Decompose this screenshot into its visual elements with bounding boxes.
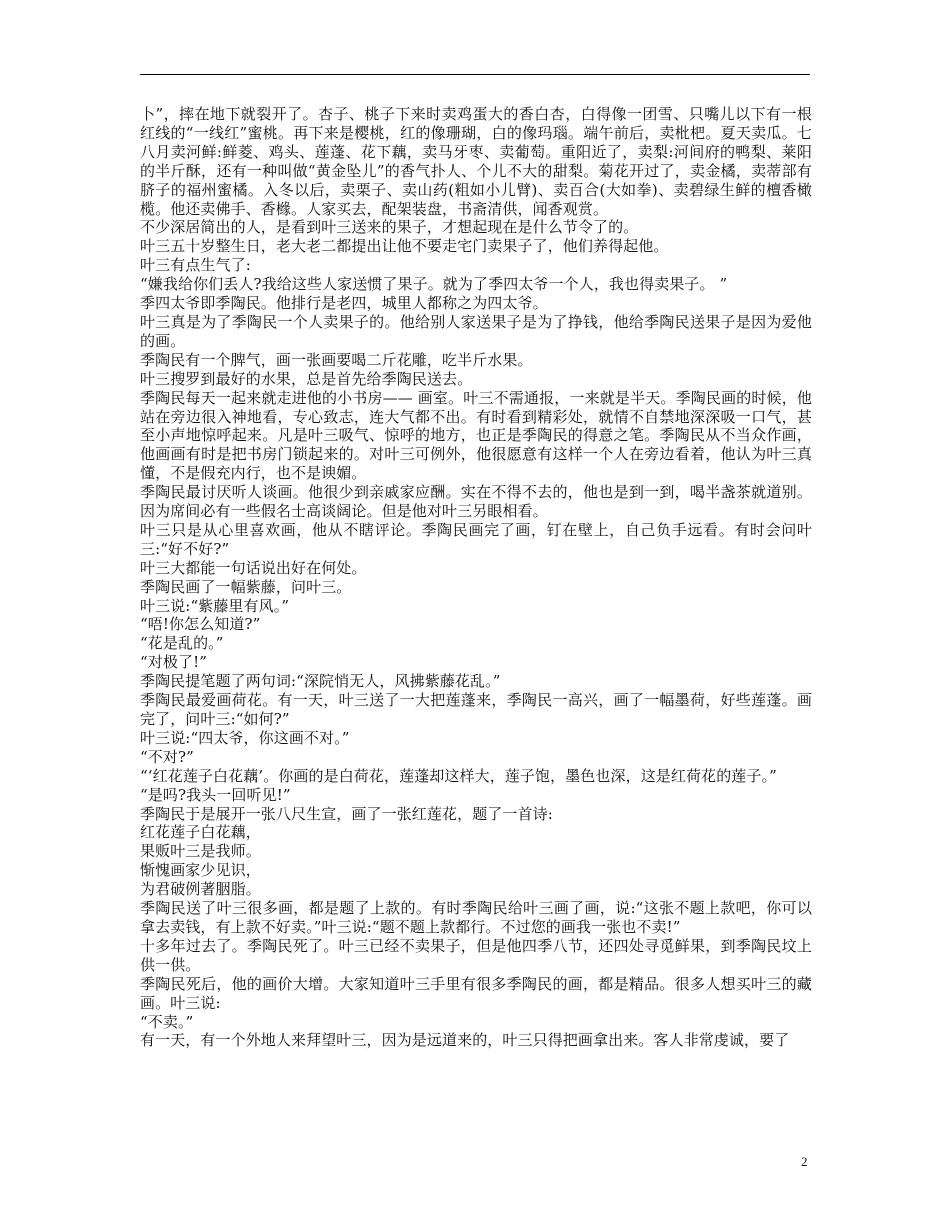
paragraph: 红花莲子白花藕， xyxy=(140,823,261,842)
paragraph: “花是乱的。” xyxy=(140,634,224,653)
paragraph: 叶三只是从心里喜欢画，他从不瞎评论。季陶民画完了画，钉在壁上，自己负手远看。有时会问叶三:“好不好?” xyxy=(140,520,812,558)
paragraph: 季陶民画了一幅紫藤，问叶三。 xyxy=(140,577,352,596)
paragraph: 季陶民最爱画荷花。有一天，叶三送了一大把莲蓬来，季陶民一高兴，画了一幅墨荷，好些莲蓬。画完了，问叶三:“如何?” xyxy=(140,691,812,728)
paragraph: “嫌我给你们丢人?我给这些人家送惯了果子。就为了季四太爷一个人，我也得卖果子。 ” xyxy=(140,275,728,294)
paragraph: 十多年过去了。季陶民死了。叶三已经不卖果子，但是他四季八节，还四处寻觅鲜果，到季陶民坟上供一供。 xyxy=(140,936,812,974)
paragraph: 叶三搜罗到最好的水果，总是首先给季陶民送去。 xyxy=(140,369,473,388)
paragraph: 季四太爷即季陶民。他排行是老四，城里人都称之为四太爷。 xyxy=(140,294,548,313)
paragraph: 有一天，有一个外地人来拜望叶三，因为是远道来的，叶三只得把画拿出来。客人非常虔诚，要了 xyxy=(140,1031,790,1050)
paragraph: 季陶民最讨厌听人谈画。他很少到亲戚家应酬。实在不得不去的，他也是到一到，喝半盏茶就道别。因为席间必有一些假名士高谈阔论。但是他对叶三另眼相看。 xyxy=(140,483,812,521)
header-rule xyxy=(140,74,810,75)
paragraph: 不少深居简出的人，是看到叶三送来的果子，才想起现在是什么节令了的。 xyxy=(140,218,639,237)
paragraph: “‘红花莲子白花藕’。你画的是白荷花，莲蓬却这样大，莲子饱，墨色也深，这是红荷花的莲子。” xyxy=(140,766,777,785)
paragraph: “唔!你怎么知道?” xyxy=(140,615,261,634)
paragraph: 季陶民提笔题了两句词:“深院悄无人，风拂紫藤花乱。” xyxy=(140,672,501,691)
paragraph: 叶三真是为了季陶民一个人卖果子的。他给别人家送果子是为了挣钱，他给季陶民送果子是因为爱他的画。 xyxy=(140,312,812,350)
paragraph: 叶三说:“四太爷，你这画不对。” xyxy=(140,728,350,747)
paragraph: “不对?” xyxy=(140,747,194,766)
page-number: 2 xyxy=(801,1154,808,1169)
paragraph: 叶三有点生气了: xyxy=(140,256,251,275)
paragraph: “对极了!” xyxy=(140,653,207,672)
paragraph: 卜”，摔在地下就裂开了。杏子、桃子下来时卖鸡蛋大的香白杏，白得像一团雪、只嘴儿以下有一根红线的“一线红”蜜桃。再下来是樱桃，红的像珊瑚，白的像玛瑙。端午前后，卖枇杷。夏天卖瓜。七八月卖河鲜:鲜菱、鸡头、莲蓬、花下藕，卖马牙枣、卖葡萄。重阳近了，卖梨:河间府的鸭梨、莱阳的半斤酥，还有一种叫做“黄金坠儿”的香气扑人、个儿不大的甜梨。菊花开过了，卖金橘，卖蒂部有脐子的福州蜜橘。入冬以后，卖栗子、卖山药(粗如小儿臂)、卖百合(大如拳)、卖碧绿生鲜的檀香橄榄。他还卖佛手、香橼。人家买去，配架装盘，书斋清供，闻香观赏。 xyxy=(140,105,812,218)
paragraph: 季陶民死后，他的画价大增。大家知道叶三手里有很多季陶民的画，都是精品。很多人想买叶三的藏画。叶三说: xyxy=(140,974,812,1012)
paragraph: 惭愧画家少见识， xyxy=(140,861,261,880)
body-text xyxy=(140,105,812,1050)
paragraph: 季陶民送了叶三很多画，都是题了上款的。有时季陶民给叶三画了画，说:“这张不题上款吧，你可以拿去卖钱，有上款不好卖。”叶三说:“题不题上款都行。不过您的画我一张也不卖!” xyxy=(140,899,812,936)
paragraph: 季陶民于是展开一张八尺生宣，画了一张红莲花，题了一首诗: xyxy=(140,804,553,823)
paragraph: 季陶民有一个脾气，画一张画要喝二斤花雕，吃半斤水果。 xyxy=(140,350,533,369)
paragraph: 叶三大都能一句话说出好在何处。 xyxy=(140,558,367,577)
paragraph: “不卖。” xyxy=(140,1012,194,1031)
paragraph: “是吗?我头一回听见!” xyxy=(140,785,291,804)
paragraph: 叶三说:“紫藤里有风。” xyxy=(140,596,290,615)
paragraph: 叶三五十岁整生日，老大老二都提出让他不要走宅门卖果子了，他们养得起他。 xyxy=(140,237,669,256)
paragraph: 为君破例著胭脂。 xyxy=(140,880,261,899)
paragraph: 季陶民每天一起来就走进他的小书房—— 画室。叶三不需通报，一来就是半天。季陶民画的时候，他站在旁边很入神地看，专心致志，连大气都不出。有时看到精彩处，就情不自禁地深深吸一口气，甚至小声地惊呼起来。凡是叶三吸气、惊呼的地方，也正是季陶民的得意之笔。季陶民从不当众作画，他画画有时是把书房门锁起来的。对叶三可例外，他很愿意有这样一个人在旁边看着，他认为叶三真懂，不是假充内行，也不是谀媚。 xyxy=(140,388,812,483)
paragraph: 果贩叶三是我师。 xyxy=(140,842,261,861)
